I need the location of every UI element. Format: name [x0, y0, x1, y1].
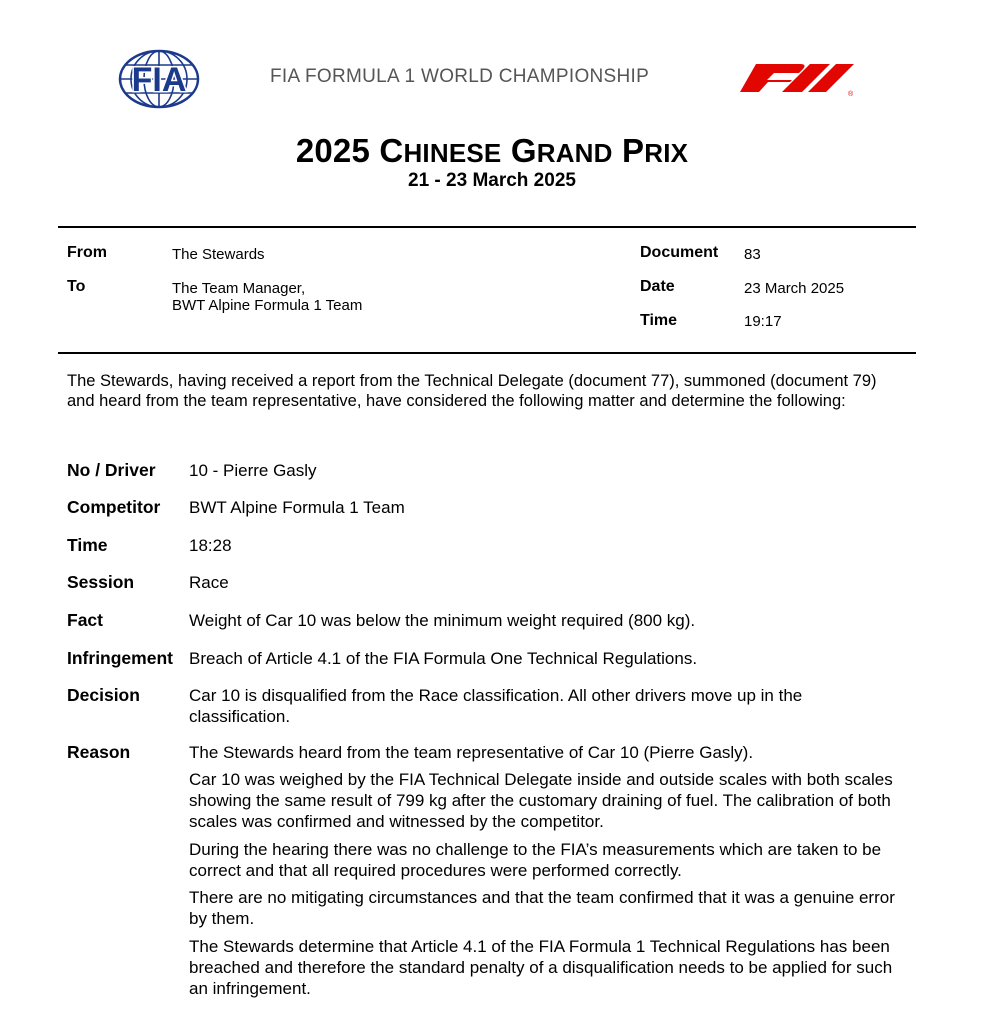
reason-paragraph: Car 10 was weighed by the FIA Technical Delegate inside and outside scales with both scales showing the same result of 799 kg after the customary draining of fuel. The calibration of both scales was confirmed and witnessed by the competitor. [189, 770, 893, 831]
competitor-value: BWT Alpine Formula 1 Team [189, 498, 405, 517]
top-divider [58, 226, 916, 228]
document-label: Document [640, 244, 719, 261]
reason-label: Reason [67, 742, 131, 762]
to-value-line2: BWT Alpine Formula 1 Team [172, 297, 363, 314]
event-dates: 21 - 23 March 2025 [408, 170, 576, 191]
decision-value: Car 10 is disqualified from the Race classification. All other drivers move up in the classification. [189, 686, 803, 726]
reason-paragraph: The Stewards heard from the team representative of Car 10 (Pierre Gasly). [189, 743, 754, 762]
session-value: Race [189, 573, 229, 592]
fact-label: Fact [67, 610, 103, 630]
from-value: The Stewards [172, 246, 265, 263]
reason-paragraph: There are no mitigating circumstances and that the team confirmed that it was a genuine error by them. [189, 888, 895, 928]
fia-logo [118, 49, 200, 109]
f1-logo [738, 60, 860, 98]
to-value-line1: The Team Manager, [172, 280, 306, 297]
infringement-value: Breach of Article 4.1 of the FIA Formula One Technical Regulations. [189, 649, 698, 668]
bottom-divider [58, 352, 916, 354]
to-label: To [67, 278, 86, 295]
driver-value: 10 - Pierre Gasly [189, 461, 317, 480]
fact-value: Weight of Car 10 was below the minimum weight required (800 kg). [189, 611, 696, 630]
driver-label: No / Driver [67, 460, 156, 480]
date-value: 23 March 2025 [744, 280, 845, 297]
document-title: 2025 CHINESE GRAND PRIX [295, 132, 689, 169]
decision-label: Decision [67, 685, 140, 705]
reason-paragraph: During the hearing there was no challenge to the FIA’s measurements which are taken to be correct and that all required procedures were performed correctly. [189, 840, 882, 880]
competitor-label: Competitor [67, 497, 161, 517]
session-label: Session [67, 572, 135, 592]
infringement-label: Infringement [67, 648, 173, 668]
championship-heading: FIA FORMULA 1 WORLD CHAMPIONSHIP [270, 66, 650, 87]
svg-text:®: ® [848, 91, 854, 98]
svg-text:FIA: FIA [131, 61, 187, 99]
date-label: Date [640, 278, 675, 295]
time-label: Time [640, 312, 678, 329]
from-label: From [67, 244, 107, 261]
reason-paragraph: The Stewards determine that Article 4.1 of the FIA Formula 1 Technical Regulations has been breached and therefore the standard penalty of a disqualification needs to be applied for such an infringement. [189, 937, 893, 998]
document-number: 83 [744, 246, 761, 263]
incident-time-label: Time [67, 535, 108, 555]
incident-time-value: 18:28 [189, 536, 232, 555]
intro-paragraph: The Stewards, having received a report from the Technical Delegate (document 77), summoned (document 79) and heard from the team representative, have considered the following matter and determine the following: [67, 372, 877, 410]
time-value: 19:17 [744, 313, 782, 330]
